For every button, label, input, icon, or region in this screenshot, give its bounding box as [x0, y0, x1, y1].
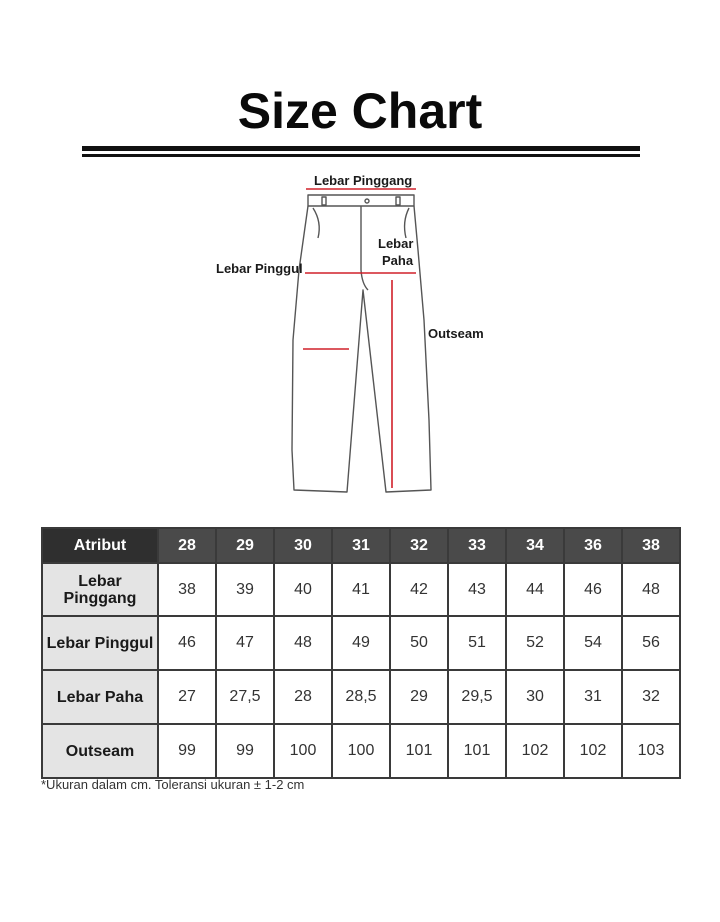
- row-label-line: Lebar Paha: [56, 688, 144, 706]
- row-label-line: Outseam: [65, 742, 135, 760]
- table-row: [42, 616, 680, 670]
- table-cell: 52: [506, 616, 564, 670]
- row-label: [42, 563, 158, 616]
- size-header: 36: [564, 528, 622, 563]
- thigh-label-line2: Paha: [382, 253, 414, 268]
- table-cell: 29: [390, 670, 448, 724]
- pants-diagram: [0, 160, 720, 510]
- table-cell: 48: [274, 616, 332, 670]
- title-divider-thin: [82, 154, 640, 157]
- table-cell: 32: [622, 670, 680, 724]
- pocket-left: [313, 208, 319, 238]
- size-header: 31: [332, 528, 390, 563]
- table-cell: 27: [158, 670, 216, 724]
- table-cell: 27,5: [216, 670, 274, 724]
- pants-fly: [361, 206, 368, 290]
- belt-loop-left: [322, 197, 326, 205]
- size-header: 33: [448, 528, 506, 563]
- size-header: 32: [390, 528, 448, 563]
- pants-illustration: [0, 160, 720, 510]
- table-cell: 41: [332, 563, 390, 616]
- row-label: [42, 616, 158, 670]
- table-cell: 30: [506, 670, 564, 724]
- table-cell: 39: [216, 563, 274, 616]
- table-cell: 102: [564, 724, 622, 778]
- table-cell: 101: [448, 724, 506, 778]
- row-label-line: Lebar Pinggul: [46, 634, 154, 652]
- table-cell: 48: [622, 563, 680, 616]
- size-table: [41, 527, 681, 779]
- table-cell: 103: [622, 724, 680, 778]
- table-row: [42, 670, 680, 724]
- size-header: 30: [274, 528, 332, 563]
- outseam-label: Outseam: [428, 326, 484, 341]
- size-header: 28: [158, 528, 216, 563]
- table-cell: 50: [390, 616, 448, 670]
- table-cell: 28: [274, 670, 332, 724]
- row-label: [42, 670, 158, 724]
- table-cell: 44: [506, 563, 564, 616]
- title-divider-thick: [82, 146, 640, 151]
- table-cell: 101: [390, 724, 448, 778]
- tolerance-note: *Ukuran dalam cm. Toleransi ukuran ± 1-2 cm: [41, 777, 305, 792]
- table-cell: 49: [332, 616, 390, 670]
- size-header-row: [42, 528, 680, 563]
- attribute-header: Atribut: [42, 528, 158, 563]
- row-label-line: Pinggang: [63, 589, 137, 607]
- table-cell: 56: [622, 616, 680, 670]
- table-cell: 43: [448, 563, 506, 616]
- table-cell: 29,5: [448, 670, 506, 724]
- size-header: 29: [216, 528, 274, 563]
- waist-label: Lebar Pinggang: [314, 173, 413, 188]
- table-cell: 31: [564, 670, 622, 724]
- hip-label: Lebar Pinggul: [216, 261, 303, 276]
- table-cell: 100: [332, 724, 390, 778]
- table-cell: 100: [274, 724, 332, 778]
- table-row: [42, 724, 680, 778]
- table-cell: 28,5: [332, 670, 390, 724]
- table-cell: 51: [448, 616, 506, 670]
- table-row: [42, 563, 680, 616]
- table-cell: 38: [158, 563, 216, 616]
- size-header: 38: [622, 528, 680, 563]
- row-label-line: Lebar: [78, 572, 122, 590]
- thigh-label-line1: Lebar: [378, 236, 414, 251]
- table-cell: 40: [274, 563, 332, 616]
- size-header: 34: [506, 528, 564, 563]
- page-title: Size Chart: [237, 83, 483, 139]
- pants-button: [365, 199, 369, 203]
- belt-loop-right: [396, 197, 400, 205]
- table-cell: 46: [564, 563, 622, 616]
- table-cell: 42: [390, 563, 448, 616]
- row-label: [42, 724, 158, 778]
- table-cell: 47: [216, 616, 274, 670]
- table-cell: 46: [158, 616, 216, 670]
- table-cell: 99: [158, 724, 216, 778]
- table-cell: 102: [506, 724, 564, 778]
- table-cell: 99: [216, 724, 274, 778]
- pocket-right: [405, 208, 409, 238]
- table-cell: 54: [564, 616, 622, 670]
